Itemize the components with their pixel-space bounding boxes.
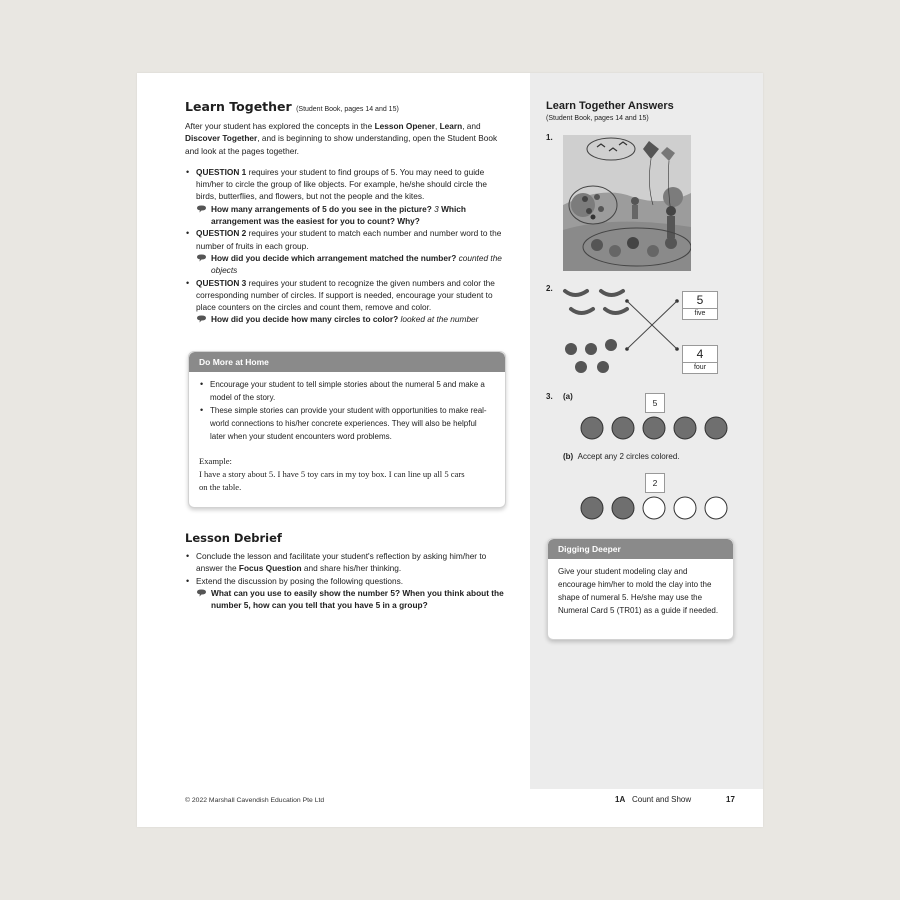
prompt-text: Which arrangement was the easiest for you to count? Why? xyxy=(211,203,466,227)
page-number: 17 xyxy=(726,795,735,804)
do-more-at-home-box xyxy=(188,351,506,508)
answer-3b-label: (b) xyxy=(563,452,574,461)
prompt-text: What can you use to easily show the number 5? When you think about the number 5, how can you tell that you have 5 in a group? xyxy=(211,587,504,611)
question-2-label: QUESTION 2 xyxy=(196,228,247,239)
intro-text: , xyxy=(434,121,440,131)
answer-1-number: 1. xyxy=(546,133,553,142)
circle-empty xyxy=(674,497,696,519)
answers-header xyxy=(546,100,746,122)
unit-label: 1A xyxy=(615,795,626,804)
debrief-item xyxy=(185,550,507,575)
circle-filled xyxy=(612,417,634,439)
intro-text: After your student has explored the concepts in the xyxy=(185,121,375,131)
question-1-label: QUESTION 1 xyxy=(196,166,247,177)
question-3-prompt xyxy=(185,313,507,325)
question-3-text: requires your student to recognize the given numbers and color the corresponding number of circles. If support is needed, encourage your student to place counters on the circles and count them, remove and color. xyxy=(196,277,495,313)
answer-2-number: 2. xyxy=(546,284,553,293)
debrief-list xyxy=(185,550,507,587)
circle-filled xyxy=(643,417,665,439)
intro-learn: Learn xyxy=(439,121,463,131)
picture-illustration xyxy=(563,135,691,271)
circles-row-a xyxy=(579,415,729,443)
answer-3-number: 3. xyxy=(546,392,553,401)
circle-empty xyxy=(705,497,727,519)
intro-text: , and is beginning to show understanding, open the Student Book and look at the pages together. xyxy=(185,133,498,156)
debrief-item: • Extend the discussion by posing the following questions. xyxy=(185,575,507,587)
circle-filled xyxy=(581,417,603,439)
example-label: Example: xyxy=(199,456,232,466)
number-card-four xyxy=(682,345,718,374)
answers-title: Learn Together Answers xyxy=(546,100,674,112)
example-text: I have a story about 5. I have 5 toy cars in my toy box. I can line up all 5 cars on the table. xyxy=(199,469,465,492)
copyright: © 2022 Marshall Cavendish Education Pte Ltd xyxy=(185,797,325,804)
answers-ref: (Student Book, pages 14 and 15) xyxy=(546,115,649,122)
prompt-text: How did you decide how many circles to color? xyxy=(211,314,401,325)
question-2-text: requires your student to match each number and number word to the number of fruits in each group. xyxy=(196,228,502,251)
digging-deeper-text: Give your student modeling clay and encourage him/her to mold the clay into the shape of numeral 5. He/she may use the Numeral Card 5 (TR01) as a guide if needed. xyxy=(558,567,719,615)
number-word: five xyxy=(683,308,717,319)
focus-question: Focus Question xyxy=(238,563,302,574)
speech-icon xyxy=(196,205,207,213)
prompt-text: How did you decide which arrangement matched the number? xyxy=(211,252,459,263)
learn-together-ref: (Student Book, pages 14 and 15) xyxy=(296,106,399,113)
answer-3b-text: Accept any 2 circles colored. xyxy=(577,452,680,461)
prompt-text: How many arrangements of 5 do you see in the picture? xyxy=(211,203,435,214)
target-number-a: 5 xyxy=(645,393,665,413)
question-1-prompt xyxy=(185,203,507,228)
fruit-matching-diagram xyxy=(561,281,691,381)
intro-paragraph xyxy=(185,120,507,157)
answer-3b xyxy=(563,452,680,461)
intro-text: , and xyxy=(462,121,481,131)
number-card-five xyxy=(682,291,718,320)
question-2-item xyxy=(185,227,507,252)
intro-discover-together: Discover Together xyxy=(185,133,258,144)
prompt-answer: looked at the number xyxy=(400,314,479,325)
question-2-prompt xyxy=(185,252,507,277)
circles-row-b xyxy=(579,495,729,523)
lesson-debrief-section xyxy=(185,531,507,611)
intro-lesson-opener: Lesson Opener xyxy=(374,121,435,131)
circle-filled xyxy=(705,417,727,439)
debrief-text: and share his/her thinking. xyxy=(301,563,402,574)
speech-icon xyxy=(196,589,207,597)
prompt-answer: 3 xyxy=(434,203,439,214)
question-3-item xyxy=(185,277,507,314)
do-more-at-home-title: Do More at Home xyxy=(189,352,505,372)
debrief-prompt xyxy=(185,587,507,612)
number-word: four xyxy=(683,362,717,373)
do-more-item: • These simple stories can provide your student with opportunities to make real-world connections to his/her concrete experiences. They will also be helpful later when your student encounters word problems. xyxy=(199,404,493,443)
question-list xyxy=(185,227,507,252)
numeral: 5 xyxy=(696,293,704,307)
question-1-text: requires your student to find groups of 5. You may need to guide him/her to circle the group of like objects. For example, he/she should circle the birds, butterflies, and flowers, but not the people and the kites. xyxy=(196,166,487,202)
do-more-list xyxy=(199,378,493,443)
learn-together-title: Learn Together xyxy=(185,99,292,114)
question-3-label: QUESTION 3 xyxy=(196,277,247,288)
learn-together-heading xyxy=(185,99,507,114)
lesson-debrief-title: Lesson Debrief xyxy=(185,531,282,545)
prompt-answer: counted the objects xyxy=(211,252,502,276)
question-1-item xyxy=(185,166,507,203)
numeral: 4 xyxy=(696,347,704,361)
debrief-text: Conclude the lesson and facilitate your student's reflection by asking him/her to answer the xyxy=(196,551,487,574)
circle-empty xyxy=(643,497,665,519)
speech-icon xyxy=(196,315,207,323)
answer-3a-label: (a) xyxy=(563,392,573,401)
workbook-page xyxy=(137,73,763,827)
chapter-title: Count and Show xyxy=(632,795,692,804)
target-number-b: 2 xyxy=(645,473,665,493)
question-list xyxy=(185,166,507,203)
circle-filled xyxy=(674,417,696,439)
speech-icon xyxy=(196,254,207,262)
digging-deeper-box xyxy=(547,538,734,640)
digging-deeper-title: Digging Deeper xyxy=(548,539,733,559)
circle-filled xyxy=(612,497,634,519)
do-more-item: • Encourage your student to tell simple stories about the numeral 5 and make a model of the story. xyxy=(199,378,493,404)
question-list xyxy=(185,277,507,314)
left-column xyxy=(185,99,507,326)
circle-filled xyxy=(581,497,603,519)
